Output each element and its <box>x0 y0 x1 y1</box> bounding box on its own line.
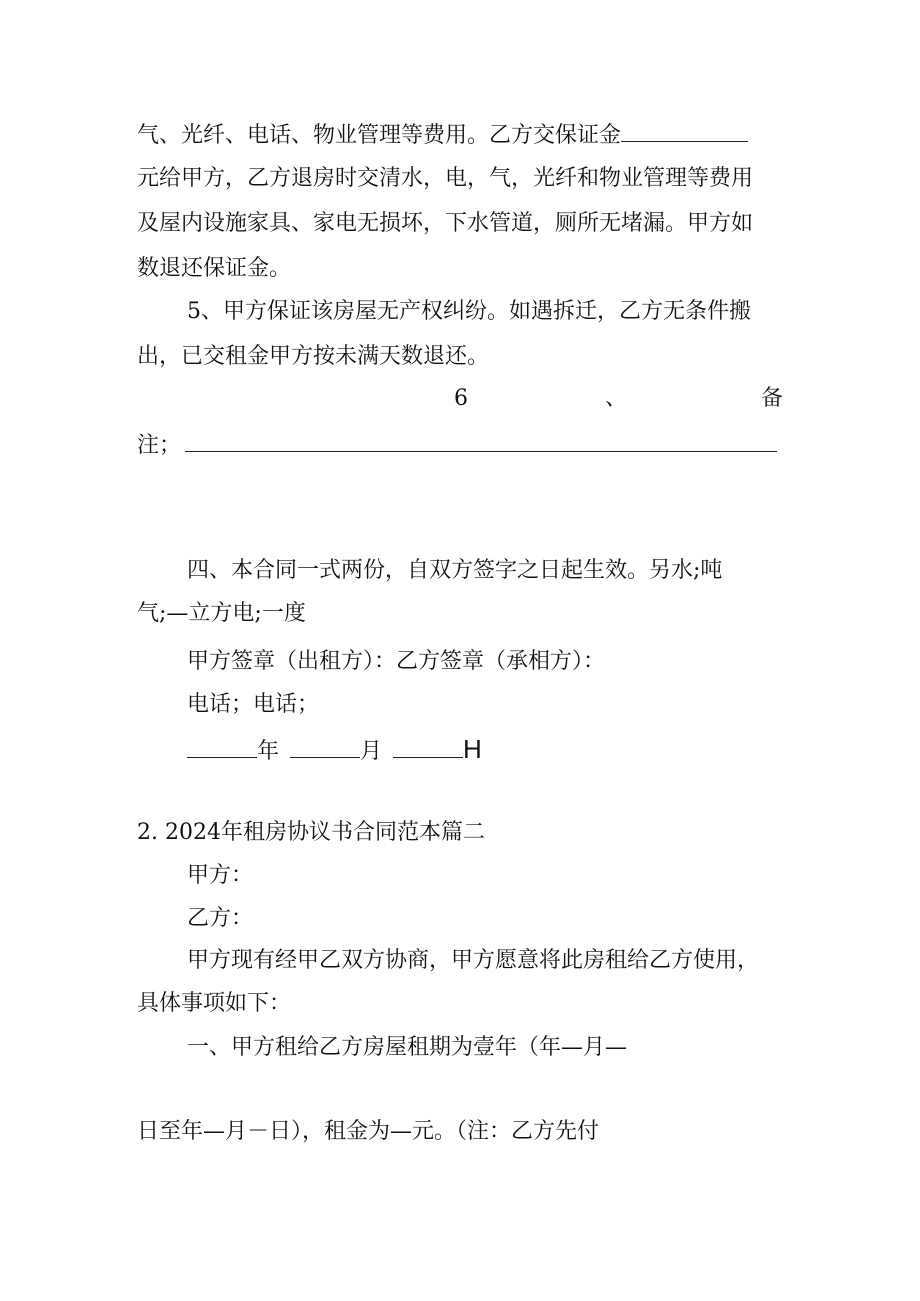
text-line: 出，已交租金甲方按未满天数退还。 <box>137 344 490 369</box>
text-line: 气;—立方电;一度 <box>137 601 306 626</box>
deposit-line <box>137 119 748 151</box>
signature-line: 甲方签章（出租方）：乙方签章（承相方）： <box>187 649 606 674</box>
party-b-label: 乙方： <box>187 906 254 931</box>
text-line: 具体事项如下： <box>137 991 292 1016</box>
day-label: H <box>463 734 482 764</box>
text-line: 日至年—月－日），租金为—元。（注：乙方先付 <box>137 1119 600 1144</box>
item-5-line: 5、甲方保证该房屋无产权纠纷。如遇拆迁，乙方无条件搬 <box>187 299 751 324</box>
month-blank <box>290 735 360 758</box>
phone-line: 电话；电话； <box>187 692 320 717</box>
day-blank <box>393 735 463 758</box>
item-6-separator: 、 <box>605 386 628 411</box>
section-heading: 2. 2024年租房协议书合同范本篇二 <box>137 820 485 845</box>
item-1-line: 一、甲方租给乙方房屋租期为壹年（年—月— <box>187 1035 628 1060</box>
text-line: 甲方现有经甲乙双方协商，甲方愿意将此房租给乙方使用， <box>187 948 760 973</box>
remarks-blank <box>185 429 777 452</box>
text-line: 四、本合同一式两份，自双方签字之日起生效。另水;吨 <box>187 558 723 583</box>
deposit-amount-blank <box>621 119 748 142</box>
date-line <box>187 734 482 767</box>
remarks-line <box>137 429 777 461</box>
text-line: 数退还保证金。 <box>137 256 292 281</box>
month-label: 月 <box>360 739 383 764</box>
item-6-number: 6 <box>454 386 468 411</box>
remarks-label: 注； <box>137 433 182 458</box>
year-blank <box>187 735 257 758</box>
party-a-label: 甲方： <box>187 863 254 888</box>
text-line: 及屋内设施家具、家电无损坏，下水管道，厕所无堵漏。甲方如 <box>137 211 754 236</box>
deposit-text: 气、光纤、电话、物业管理等费用。乙方交保证金 <box>137 123 622 148</box>
year-label: 年 <box>257 739 280 764</box>
item-6-char: 备 <box>761 386 784 411</box>
text-line: 元给甲方，乙方退房时交清水，电，气，光纤和物业管理等费用 <box>137 166 754 191</box>
